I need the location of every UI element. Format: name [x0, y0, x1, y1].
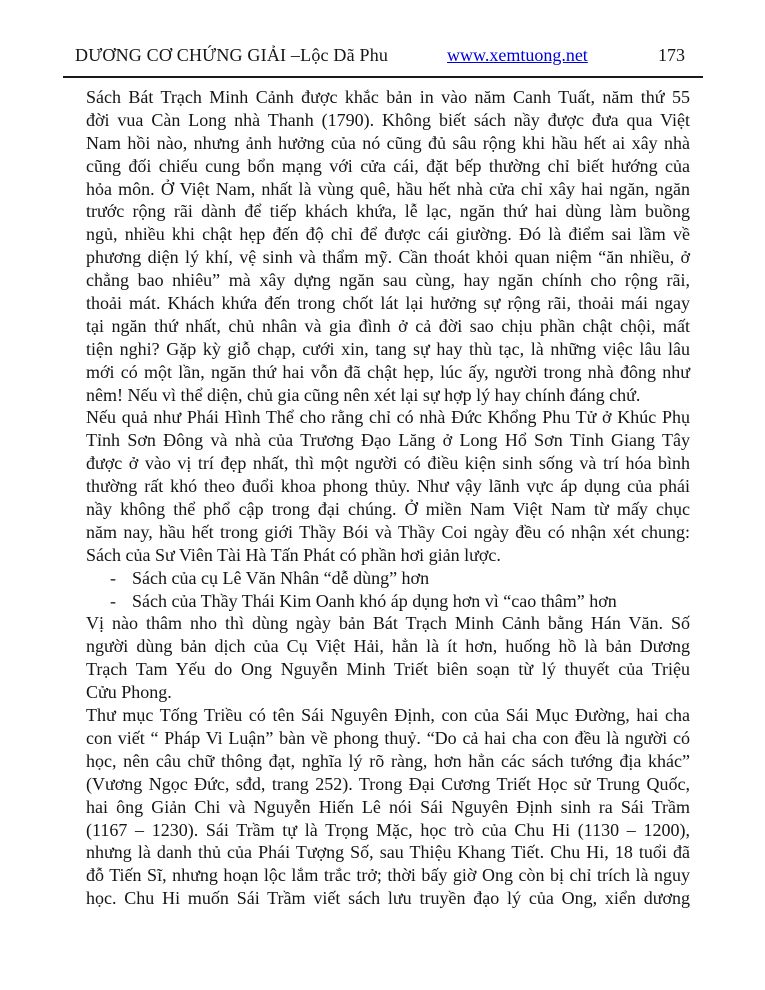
text-line: nhưng là danh thủ của Phái Tượng Số, sau Thiệu Khang Tiết. Chu Hi, 18 tuổi đã	[86, 842, 690, 863]
text-line: Nếu quả như Phái Hình Thể cho rằng chỉ có nhà Đức Khổng Phu Tử ở Khúc Phụ	[86, 407, 690, 428]
text-line: phương diện lý khí, vệ sinh và thẩm mỹ. Cần thoát khỏi quan niệm “ăn nhiều, ở	[86, 247, 690, 268]
text-line: (Vương Ngọc Đức, sđd, trang 252). Trong Đại Cương Triết Học sử Trung Quốc,	[86, 773, 690, 794]
bullet-marker: -	[110, 567, 116, 588]
text-line: Sách Bát Trạch Minh Cảnh được khắc bản in vào năm Canh Tuất, năm thứ 55	[86, 87, 690, 107]
header-divider-rule	[63, 76, 703, 78]
text-line: Vị nào thâm nho thì dùng ngày bản Bát Trạch Minh Cảnh bằng Hán Văn. Số	[86, 613, 690, 634]
website-link[interactable]: www.xemtuong.net	[447, 45, 588, 65]
text-line: Thư mục Tống Triều có tên Sái Nguyên Định, con của Sái Mục Đường, hai cha	[86, 705, 690, 726]
text-line: Sách của Sư Viên Tài Hà Tấn Phát có phần hơi giản lược.	[86, 544, 501, 565]
text-line: ngủ, nhiều khi chật hẹp đến độ chỉ để được cái giường. Đó là điểm sai lầm về	[86, 224, 690, 245]
text-line: đời vua Càn Long nhà Thanh (1790). Không biết sách nầy được đưa qua Việt	[86, 109, 690, 130]
text-line: chẳng bao nhiêu” mà xây dựng ngăn sau cùng, hay ngăn chính cho rộng rãi,	[86, 270, 690, 291]
text-line: Tỉnh Sơn Đông và nhà của Trương Đạo Lăng ở Long Hổ Sơn Tỉnh Giang Tây	[86, 430, 690, 451]
page-body	[86, 86, 690, 910]
text-line: con viết “ Pháp Vi Luận” bàn về phong thuỷ. “Do cả hai cha con đều là người có	[86, 727, 690, 748]
text-line: Nam hồi nào, nhưng ảnh hưởng của nó cũng đủ sâu rộng khi hầu hết ai xây nhà	[86, 132, 690, 153]
text-line: Trạch Tam Yếu do Ong Nguyễn Minh Triết biên soạn từ lý thuyết của Triệu	[86, 659, 690, 680]
text-line: tại ngăn thứ nhất, chủ nhân và gia đình ở cả đời sao chịu phần chật chội, mất	[86, 315, 690, 336]
text-line: học, nên câu chữ thông đạt, nghĩa lý rõ ràng, hơn hẳn các sách tướng địa khác”	[86, 750, 690, 771]
text-line: cũng đối chiếu cung bổn mạng với cửa cái, đặt bếp thường chỉ biết hướng của	[86, 155, 690, 176]
text-line: người dùng bản dịch của Cụ Việt Hải, hẳn là ít hơn, huống hồ là bản Dương	[86, 636, 690, 657]
text-line: học. Chu Hi muốn Sái Trầm viết sách lưu truyền đạo lý của Ong, xiển dương	[86, 888, 690, 909]
text-line: hai ông Giản Chi và Nguyễn Hiến Lê nói Sái Nguyên Định sinh ra Sái Trầm	[86, 796, 690, 817]
bullet-marker: -	[110, 590, 116, 611]
text-line: năm nay, hầu hết trong giới Thầy Bói và Thầy Coi ngày đều có nhận xét chung:	[86, 521, 690, 542]
text-line: (1167 – 1230). Sái Trầm tự là Trọng Mặc, học trò của Chu Hi (1130 – 1200),	[86, 819, 690, 840]
text-line: tiện nghi? Gặp kỳ giỗ chạp, cưới xin, tang sự hay thù tạc, là những việc lâu lâu	[86, 338, 690, 359]
bullet-text: Sách của Thầy Thái Kim Oanh khó áp dụng hơn vì “cao thâm” hơn	[132, 590, 617, 611]
running-header-title: DƯƠNG CƠ CHỨNG GIẢI –Lộc Dã Phu	[75, 45, 389, 65]
text-line: được ở vào vị trí đẹp nhất, thì một người có điều kiện sinh sống và trí hóa bình	[86, 453, 690, 474]
text-line: hỏa môn. Ở Việt Nam, nhất là vùng quê, hầu hết nhà cửa chỉ xây hai ngăn, ngăn	[86, 178, 690, 199]
text-line: nầy không thể phổ cập trong đại chúng. Ở miền Nam Việt Nam từ mấy chục	[86, 499, 690, 520]
bullet-line	[86, 590, 690, 613]
text-line: thoải mát. Khách khứa đến trong chốt lát lại hưởng sự rộng rãi, thoải mái ngay	[86, 293, 690, 314]
text-line: mới có một lần, ngăn thứ hai vỗn đã chật hẹp, lúc ấy, người trong nhà đông như	[86, 361, 690, 382]
text-line: thường rất khó theo đuổi khoa phong thủy. Như vậy lãnh vực áp dụng của phái	[86, 476, 690, 497]
bullet-line	[86, 567, 690, 590]
text-line: đỗ Tiến Sĩ, nhưng hoạn lộc lắm trắc trở; thời bấy giờ Ong còn bị chỉ trích là nguy	[86, 865, 690, 886]
bullet-text: Sách của cụ Lê Văn Nhân “dễ dùng” hơn	[132, 567, 430, 588]
page-number: 173	[658, 45, 685, 65]
text-line: nêm! Nếu vì thể diện, chủ gia cũng nên xét lại sự hợp lý hay chính đáng chứ.	[86, 384, 641, 405]
text-line: Cửu Phong.	[86, 682, 172, 703]
text-line: trước rộng rãi dành để tiếp khách khứa, lễ lạc, ngăn thứ hai dùng làm buồng	[86, 201, 690, 222]
